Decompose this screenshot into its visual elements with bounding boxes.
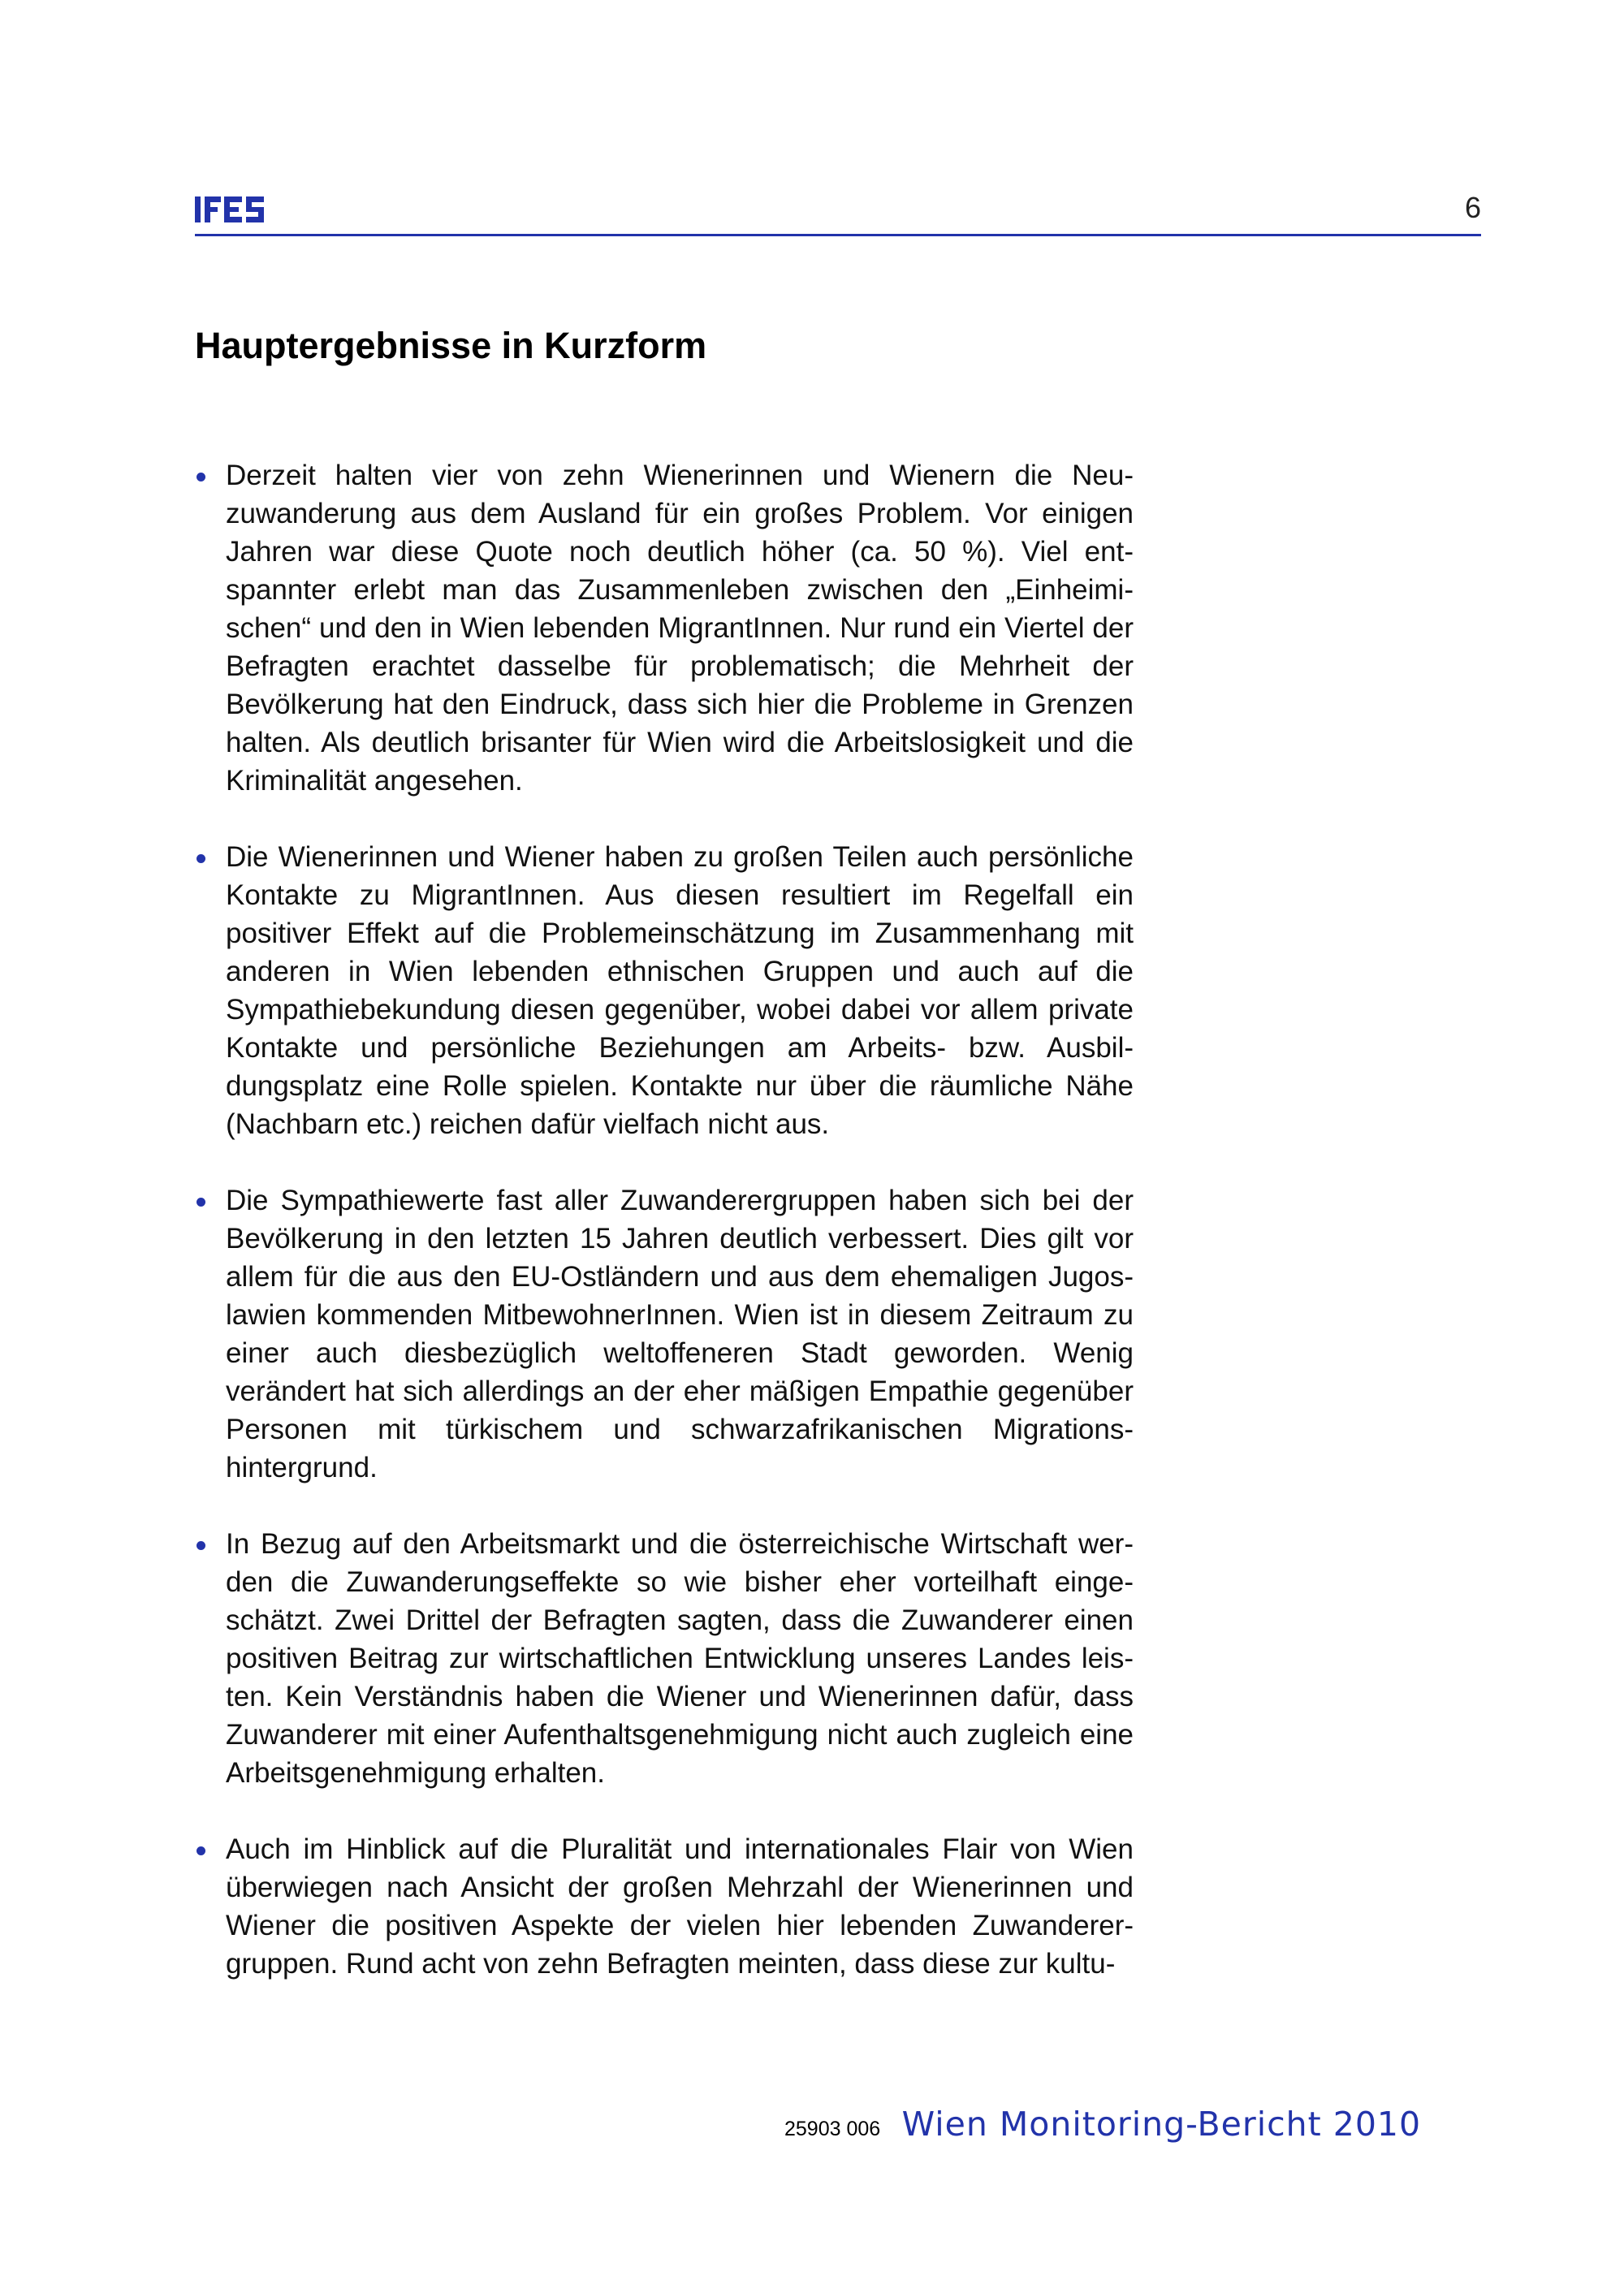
list-item bbox=[195, 456, 1134, 800]
report-title: Wien Monitoring-Bericht 2010 bbox=[901, 2105, 1422, 2144]
bullet-icon bbox=[197, 1846, 205, 1855]
list-item bbox=[195, 1830, 1134, 1983]
bullet-icon bbox=[197, 1198, 205, 1207]
bullet-text: Derzeit halten vier von zehn Wienerinnen und Wienern die Neuzuwanderung aus dem Ausland für ein großes Problem. Vor einigen Jahren war diese Quote noch deutlich höher (ca. 50 %). Viel entspannter erlebt man das Zusammenleben zwischen den „Einheimischen“ und den in Wien lebenden MigrantInnen. Nur rund ein Viertel der Befragten erachtet dasselbe für problematisch; die Mehrheit der Bevölkerung hat den Eindruck, dass sich hier die Probleme in Grenzen halten. Als deutlich brisanter für Wien wird die Arbeitslosigkeit und die Kriminalität angesehen. bbox=[226, 460, 1134, 797]
page-header bbox=[195, 188, 1481, 236]
page-footer bbox=[784, 2105, 1450, 2153]
key-findings-list bbox=[195, 456, 1134, 2021]
report-code: 25903 006 bbox=[784, 2118, 881, 2140]
bullet-text: In Bezug auf den Arbeitsmarkt und die österreichische Wirtschaft werden die Zuwanderungseffekte so wie bisher eher vorteilhaft eingeschätzt. Zwei Drittel der Befragten sagten, dass die Zuwanderer einen positiven Beitrag zur wirtschaftlichen Entwicklung unseres Landes leisten. Kein Verständnis haben die Wiener und Wienerinnen dafür, dass Zuwanderer mit einer Aufenthaltsgenehmigung nicht auch zugleich eine Arbeitsgenehmigung erhalten. bbox=[226, 1528, 1134, 1789]
bullet-text: Auch im Hinblick auf die Pluralität und internationales Flair von Wien überwiegen nach Ansicht der großen Mehrzahl der Wienerinnen und Wiener die positiven Aspekte der vielen hier lebenden Zuwanderergruppen. Rund acht von zehn Befragten meinten, dass diese zur kultu- bbox=[226, 1833, 1134, 1980]
page-number: 6 bbox=[1464, 191, 1481, 224]
list-item bbox=[195, 1525, 1134, 1792]
bullet-icon bbox=[197, 473, 205, 481]
list-item bbox=[195, 1181, 1134, 1487]
bullet-icon bbox=[197, 854, 205, 863]
list-item bbox=[195, 838, 1134, 1143]
bullet-text: Die Sympathiewerte fast aller Zuwanderergruppen haben sich bei der Bevölkerung in den letzten 15 Jahren deutlich verbessert. Dies gilt vor allem für die aus den EU-Ostländern und aus dem ehemaligen Jugoslawien kommenden MitbewohnerInnen. Wien ist in diesem Zeitraum zu einer auch diesbezüglich weltoffeneren Stadt geworden. Wenig verändert hat sich allerdings an der eher mäßigen Empathie gegenüber Personen mit türkischem und schwarzafrikanischen Migrationshintergrund. bbox=[226, 1185, 1134, 1483]
ifes-logo bbox=[195, 193, 273, 226]
bullet-icon bbox=[197, 1541, 205, 1550]
page-title: Hauptergebnisse in Kurzform bbox=[195, 325, 707, 366]
bullet-text: Die Wienerinnen und Wiener haben zu großen Teilen auch persönliche Kontakte zu MigrantInnen. Aus diesen resultiert im Regelfall ein positiver Effekt auf die Problemeinschätzung im Zusammenhang mit anderen in Wien lebenden ethnischen Gruppen und auch auf die Sympathiebekundung diesen gegenüber, wobei dabei vor allem private Kontakte und persönliche Beziehungen am Arbeits- bzw. Ausbildungsplatz eine Rolle spielen. Kontakte nur über die räumliche Nähe (Nachbarn etc.) reichen dafür vielfach nicht aus. bbox=[226, 841, 1134, 1140]
